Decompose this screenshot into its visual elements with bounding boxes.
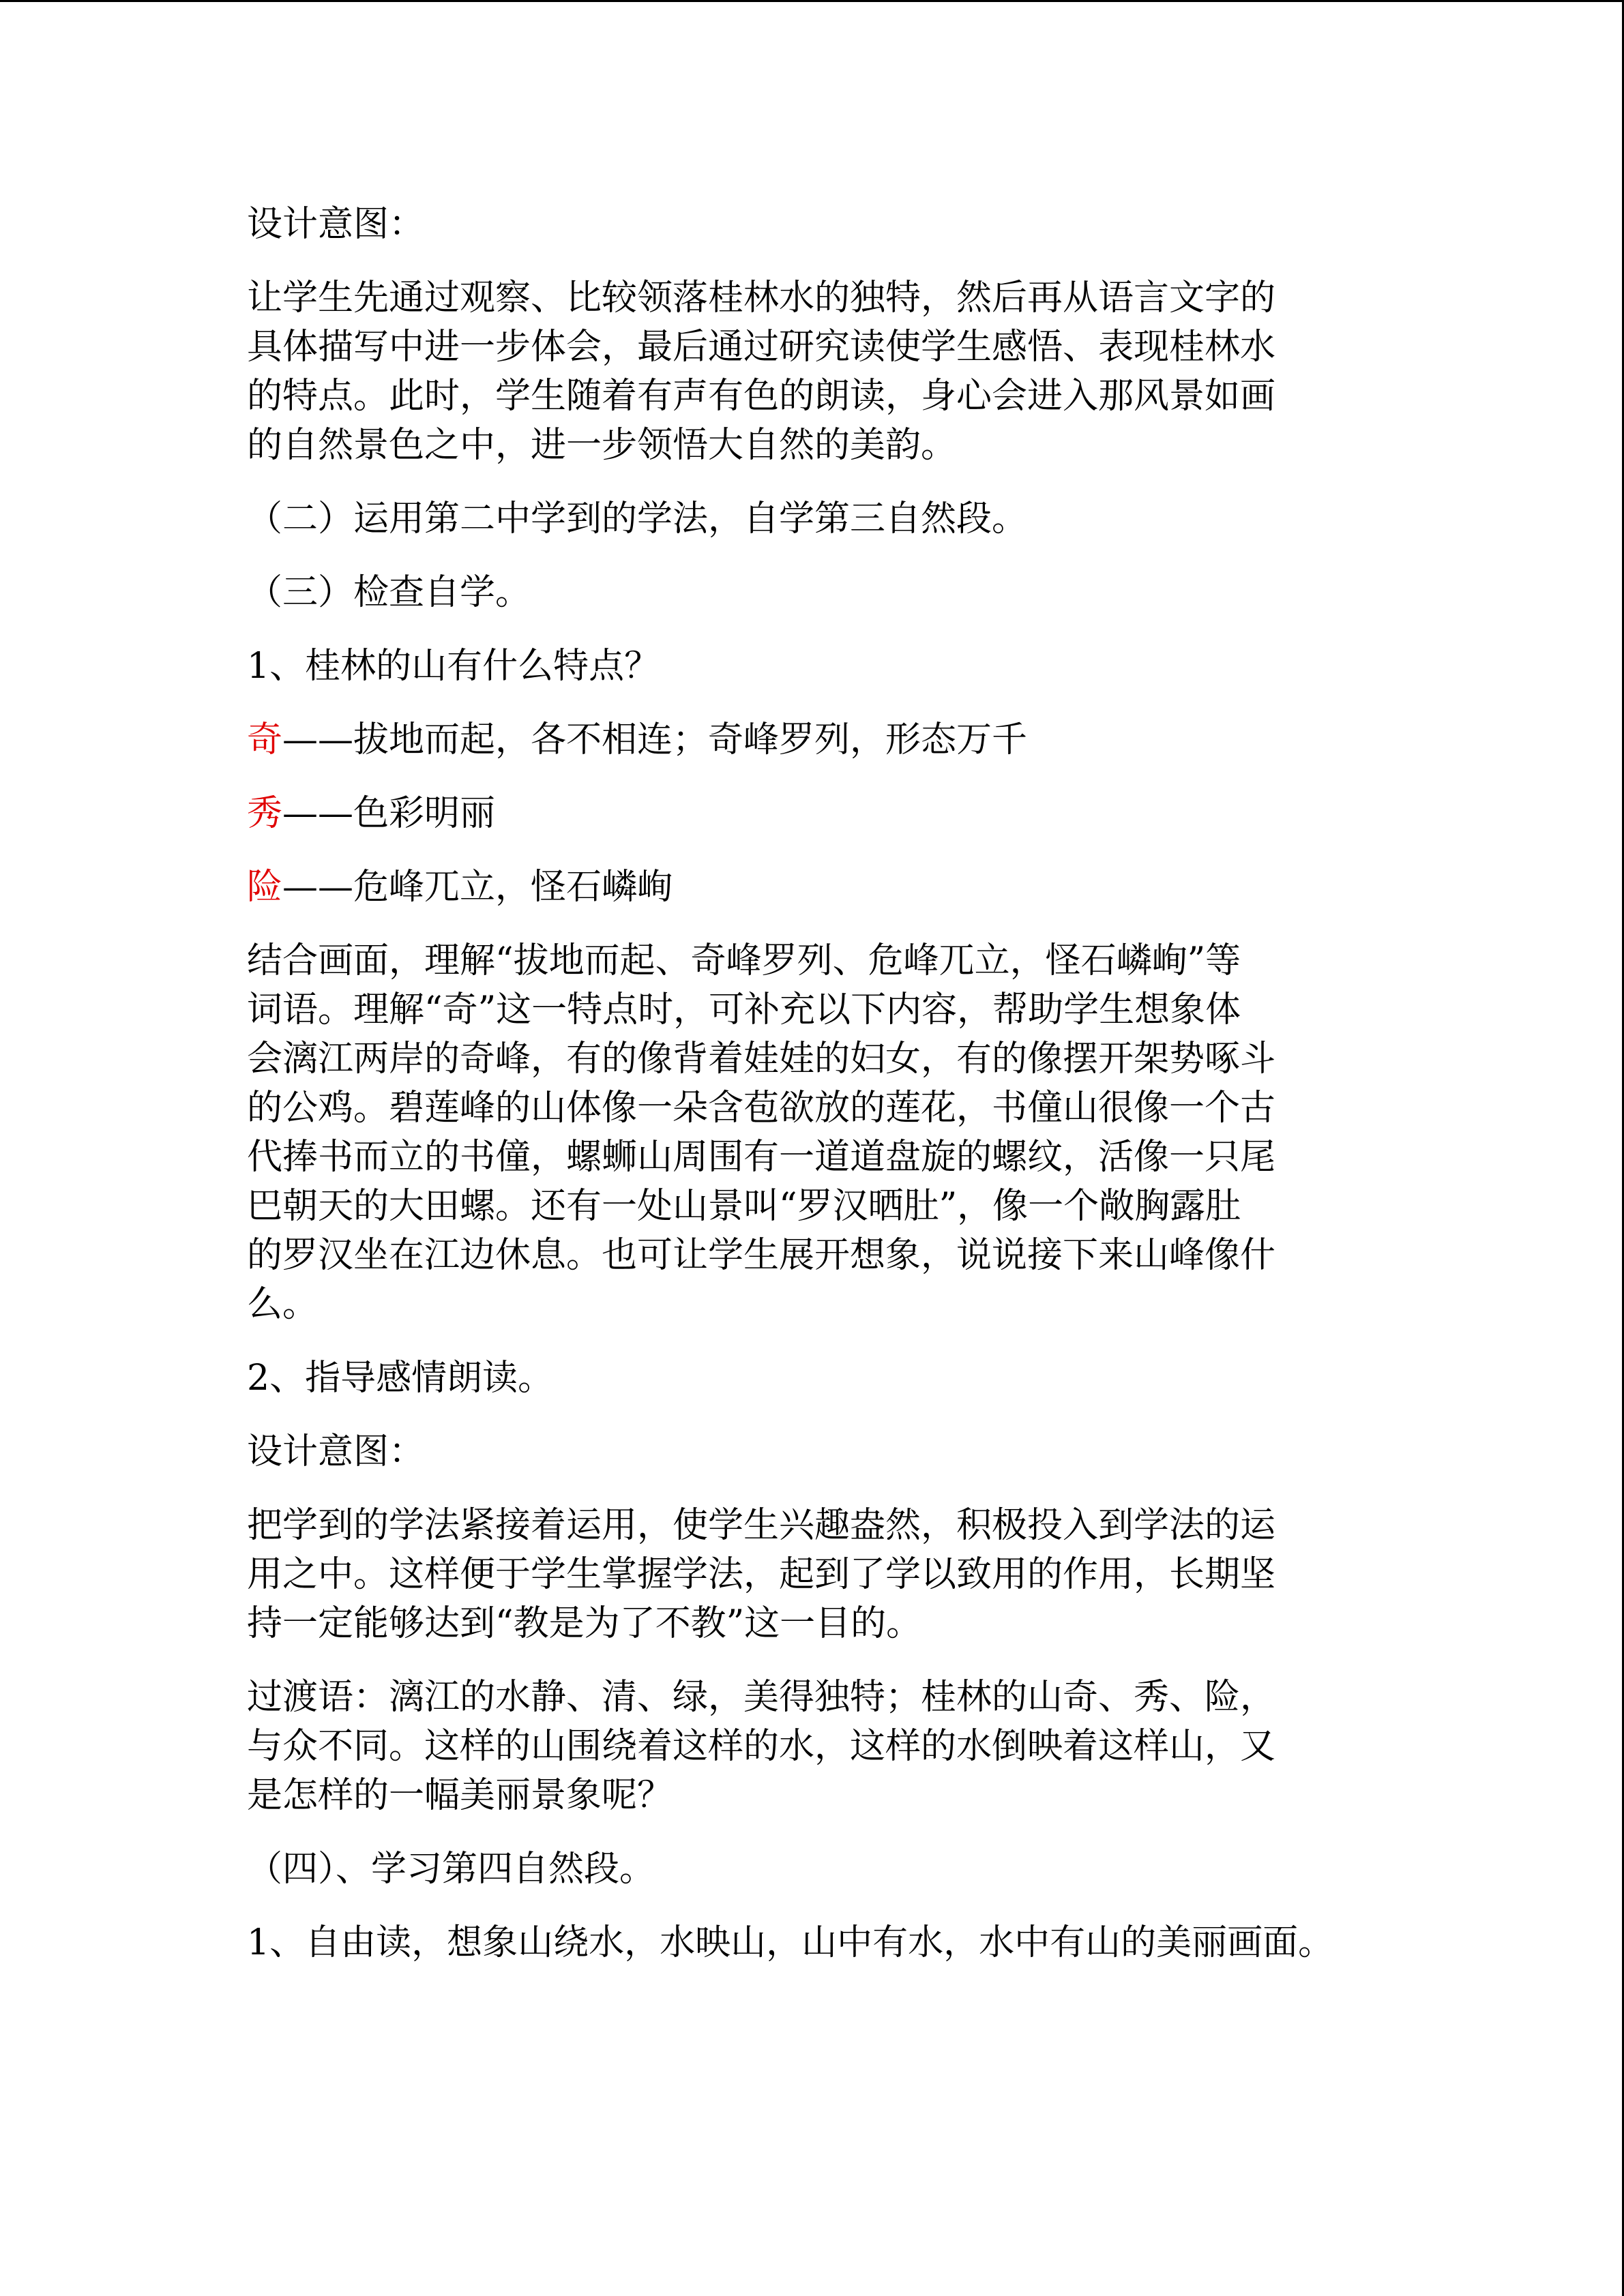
question-1 — [247, 642, 1393, 691]
text-line: 与众不同。这样的山围绕着这样的水，这样的水倒映着这样山，又 — [247, 1726, 1276, 1767]
step-three — [247, 568, 1393, 617]
trait-qi — [247, 715, 1393, 764]
text-line: 2、指导感情朗读。 — [247, 1358, 554, 1399]
design-intent-1-body — [247, 273, 1393, 470]
text-line — [247, 863, 1393, 912]
text-line: （四）、学习第四自然段。 — [247, 1849, 655, 1890]
trait-qi-key: 奇 — [247, 719, 283, 760]
text-line: 的特点。此时，学生随着有声有色的朗读，身心会进入那风景如画 — [247, 376, 1276, 417]
text-line: 巴朝天的大田螺。还有一处山景叫“罗汉晒肚”，像一个敞胸露肚 — [247, 1186, 1241, 1227]
step-two — [247, 494, 1393, 543]
text-line: （二）运用第二中学到的学法，自学第三自然段。 — [247, 498, 1028, 539]
design-intent-2-heading — [247, 1427, 1393, 1476]
text-line: 把学到的学法紧接着运用，使学生兴趣盎然，积极投入到学法的运 — [247, 1505, 1276, 1546]
step-four — [247, 1845, 1393, 1894]
text-line: 是怎样的一幅美丽景象呢？ — [247, 1775, 673, 1816]
trait-xiu — [247, 789, 1393, 838]
text-line: 过渡语：漓江的水静、清、绿，美得独特；桂林的山奇、秀、险， — [247, 1677, 1276, 1718]
text-line: （三）检查自学。 — [247, 572, 531, 613]
transition — [247, 1673, 1393, 1820]
text-line: 么。 — [247, 1284, 319, 1325]
text-line: 的公鸡。碧莲峰的山体像一朵含苞欲放的莲花，书僮山很像一个古 — [247, 1088, 1276, 1129]
text-line — [247, 789, 1393, 838]
design-intent-2-body — [247, 1501, 1393, 1648]
text-line: 结合画面，理解“拔地而起、奇峰罗列、危峰兀立，怪石嶙峋”等 — [247, 940, 1241, 981]
design-intent-1-heading — [247, 200, 1393, 249]
text-line: 设计意图： — [247, 204, 425, 245]
trait-xian — [247, 863, 1393, 912]
document-body — [247, 200, 1393, 1992]
trait-xian-text: ——危峰兀立，怪石嶙峋 — [282, 867, 673, 908]
trait-xiu-key: 秀 — [247, 793, 283, 834]
text-line: 1、自由读，想象山绕水，水映山，山中有水，水中有山的美丽画面。 — [247, 1922, 1334, 1963]
text-line: 会漓江两岸的奇峰，有的像背着娃娃的妇女，有的像摆开架势啄斗 — [247, 1039, 1276, 1079]
text-line: 让学生先通过观察、比较领落桂林水的独特，然后再从语言文字的 — [247, 278, 1276, 318]
text-line: 的自然景色之中，进一步领悟大自然的美韵。 — [247, 425, 957, 466]
text-line: 具体描写中进一步体会，最后通过研究读使学生感悟、表现桂林水 — [247, 327, 1276, 368]
question-2 — [247, 1354, 1393, 1403]
text-line — [247, 715, 1393, 764]
text-line: 的罗汉坐在江边休息。也可让学生展开想象，说说接下来山峰像什 — [247, 1235, 1276, 1276]
explanation — [247, 936, 1393, 1329]
text-line: 1、桂林的山有什么特点？ — [247, 646, 660, 687]
step-four-1 — [247, 1918, 1393, 1967]
text-line: 代捧书而立的书僮，螺蛳山周围有一道道盘旋的螺纹，活像一只尾 — [247, 1137, 1276, 1178]
text-line: 用之中。这样便于学生掌握学法，起到了学以致用的作用，长期坚 — [247, 1554, 1276, 1595]
text-line: 词语。理解“奇”这一特点时，可补充以下内容，帮助学生想象体 — [247, 989, 1241, 1030]
text-line: 设计意图： — [247, 1431, 425, 1472]
trait-xian-key: 险 — [247, 867, 283, 908]
trait-xiu-text: ——色彩明丽 — [282, 793, 496, 834]
trait-qi-text: ——拔地而起，各不相连；奇峰罗列，形态万千 — [282, 719, 1028, 760]
text-line: 持一定能够达到“教是为了不教”这一目的。 — [247, 1603, 922, 1644]
